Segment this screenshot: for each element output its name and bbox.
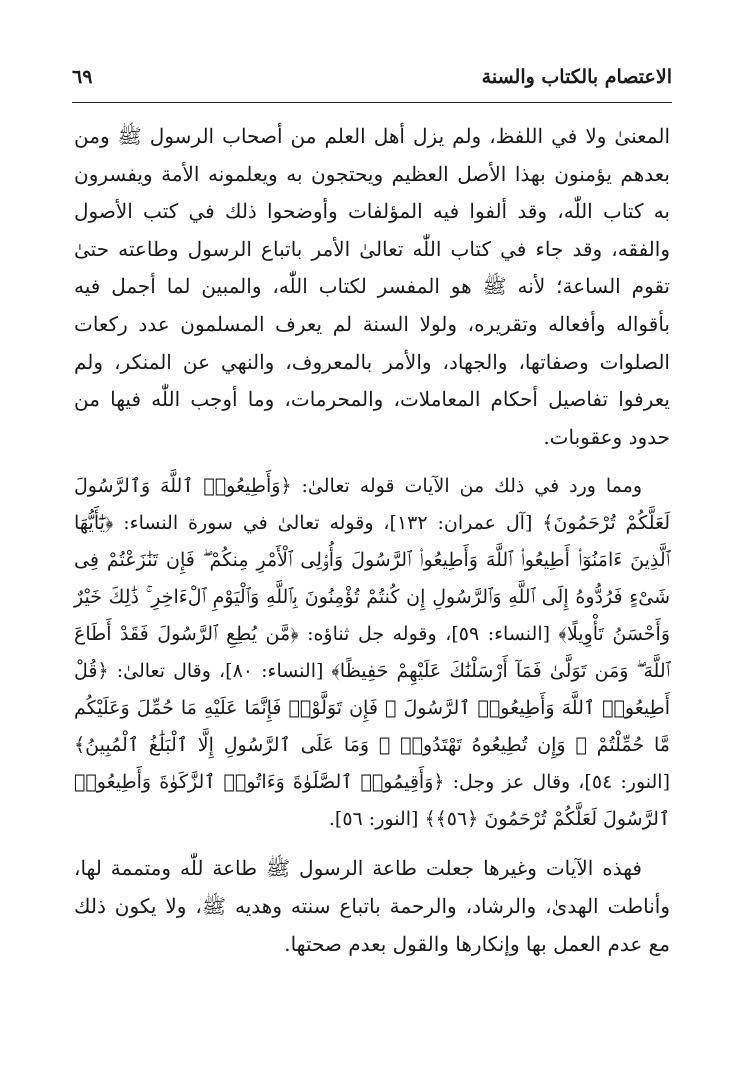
page-body: [74, 118, 670, 963]
paragraph-1: المعنىٰ ولا في اللفظ، ولم يزل أهل العلم من أصحاب الرسول ﷺ ومن بعدهم يؤمنون بهذا الأصل العظيم ويحتجون به ويعلمونه الأمة ويفسرون به كتاب اللّٰه، وقد ألفوا فيه المؤلفات وأوضحوا ذلك في كتب الأصول والفقه، وقد جاء في كتاب اللّٰه تعالىٰ الأمر باتباع الرسول وطاعته حتىٰ تقوم الساعة؛ لأنه ﷺ هو المفسر لكتاب اللّٰه، والمبين لما أجمل فيه بأقواله وأفعاله وتقريره، ولولا السنة لم يعرف المسلمون عدد ركعات الصلوات وصفاتها، والجهاد، والأمر بالمعروف، والنهي عن المنكر، ولم يعرفوا تفاصيل أحكام المعاملات، والمحرمات، وما أوجب اللّٰه فيها من حدود وعقوبات.: [74, 124, 670, 449]
page-header: [72, 62, 672, 103]
paragraph-2: ومما ورد في ذلك من الآيات قوله تعالىٰ: ﴿وَأَطِيعُوا۟ ٱللَّهَ وَٱلرَّسُولَ لَعَلَّكُمْ تُرْحَمُونَ﴾ [آل عمران: ١٣٢]، وقوله تعالىٰ في سورة النساء: ﴿يَٰٓأَيُّهَا ٱلَّذِينَ ءَامَنُوٓا۟ أَطِيعُوا۟ ٱللَّهَ وَأَطِيعُوا۟ ٱلرَّسُولَ وَأُو۟لِى ٱلْأَمْرِ مِنكُمْ ۖ فَإِن تَنَٰزَعْتُمْ فِى شَىْءٍ فَرُدُّوهُ إِلَى ٱللَّهِ وَٱلرَّسُولِ إِن كُنتُمْ تُؤْمِنُونَ بِٱللَّهِ وَٱلْيَوْمِ ٱلْءَاخِرِ ۚ ذَٰلِكَ خَيْرٌ وَأَحْسَنُ تَأْوِيلًا﴾ [النساء: ٥٩]، وقوله جل ثناؤه: ﴿مَّن يُطِعِ ٱلرَّسُولَ فَقَدْ أَطَاعَ ٱللَّهَ ۖ وَمَن تَوَلَّىٰ فَمَآ أَرْسَلْنَٰكَ عَلَيْهِمْ حَفِيظًا﴾ [النساء: ٨٠]، وقال تعالىٰ: ﴿قُلْ أَطِيعُوا۟ ٱللَّهَ وَأَطِيعُوا۟ ٱلرَّسُولَ ۖ فَإِن تَوَلَّوْا۟ فَإِنَّمَا عَلَيْهِ مَا حُمِّلَ وَعَلَيْكُم مَّا حُمِّلْتُمْ ۖ وَإِن تُطِيعُوهُ تَهْتَدُوا۟ ۚ وَمَا عَلَى ٱلرَّسُولِ إِلَّا ٱلْبَلَٰغُ ٱلْمُبِينُ﴾ [النور: ٥٤]، وقال عز وجل: ﴿وَأَقِيمُوا۟ ٱلصَّلَوٰةَ وَءَاتُوا۟ ٱلزَّكَوٰةَ وَأَطِيعُوا۟ ٱلرَّسُولَ لَعَلَّكُمْ تُرْحَمُونَ ﴿٥٦﴾﴾ [النور: ٥٦].: [74, 475, 670, 831]
running-title: الاعتصام بالكتاب والسنة: [481, 66, 672, 88]
paragraph-3: فهذه الآيات وغيرها جعلت طاعة الرسول ﷺ طاعة للّٰه ومتممة لها، وأناطت الهدىٰ، والرشاد، والرحمة باتباع سنته وهديه ﷺ، ولا يكون ذلك مع عدم العمل بها وإنكارها والقول بعدم صحتها.: [74, 856, 670, 956]
page-number: ٦٩: [72, 66, 93, 88]
